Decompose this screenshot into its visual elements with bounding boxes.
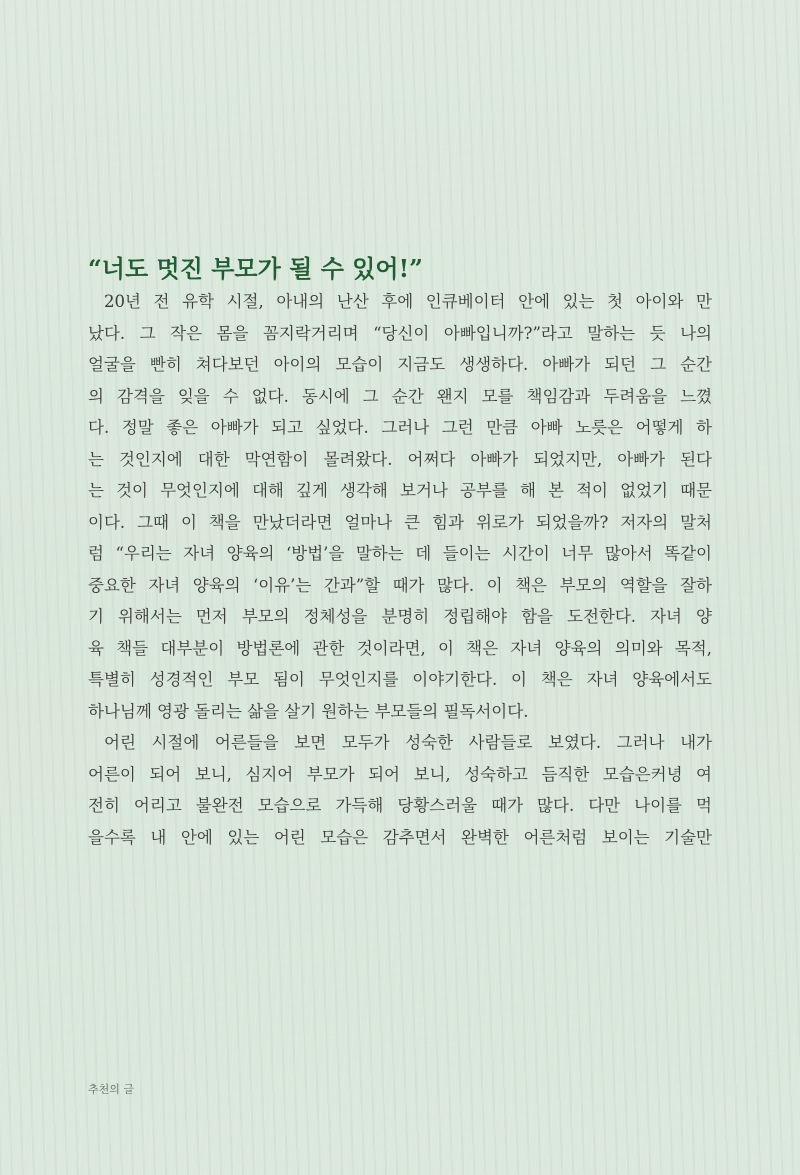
- text-line: 특별히 성경적인 부모 됨이 무엇인지를 이야기한다. 이 책은 자녀 양육에서도: [88, 670, 712, 689]
- text-line: 어린 시절에 어른들을 보면 모두가 성숙한 사람들로 보였다. 그러나 내가: [104, 733, 712, 752]
- text-line: 하나님께 영광 돌리는 삶을 살기 원하는 부모들의 필독서이다.: [88, 701, 529, 721]
- text-line: 다. 정말 좋은 아빠가 되고 싶었다. 그러나 그런 만큼 아빠 노릇은 어떻게 하: [88, 418, 712, 437]
- text-line: 는 것인지에 대한 막연함이 몰려왔다. 어쩌다 아빠가 되었지만, 아빠가 된다: [88, 449, 712, 469]
- text-line: 의 감격을 잊을 수 없다. 동시에 그 순간 왠지 모를 책임감과 두려움을 느꼈: [88, 386, 712, 406]
- paragraph: [88, 286, 712, 727]
- text-line: 기 위해서는 먼저 부모의 정체성을 분명히 정립해야 함을 도전한다. 자녀 양: [88, 607, 712, 626]
- text-line: 났다. 그 작은 몸을 꼼지락거리며 “당신이 아빠입니까?”라고 말하는 듯 나의: [88, 323, 712, 343]
- text-line: 는 것이 무엇인지에 대해 깊게 생각해 보거나 공부를 해 본 적이 없었기 때문: [88, 481, 712, 500]
- running-footer: 추천의 글: [88, 1083, 135, 1096]
- text-line: 어른이 되어 보니, 심지어 부모가 되어 보니, 성숙하고 듬직한 모습은커녕 여: [88, 764, 712, 784]
- section-heading: “너도 멋진 부모가 될 수 있어!”: [88, 254, 423, 283]
- text-line: 중요한 자녀 양육의 ‘이유’는 간과”할 때가 많다. 이 책은 부모의 역할을 잘하: [88, 575, 712, 595]
- body-text: [88, 286, 712, 853]
- text-line: 럼 “우리는 자녀 양육의 ‘방법’을 말하는 데 들이는 시간이 너무 많아서 똑같이: [88, 544, 712, 563]
- paragraph: [88, 727, 712, 853]
- text-line: 육 책들 대부분이 방법론에 관한 것이라면, 이 책은 자녀 양육의 의미와 목적,: [88, 638, 712, 658]
- text-line: 전히 어리고 불완전 모습으로 가득해 당황스러울 때가 많다. 다만 나이를 먹: [88, 796, 712, 815]
- text-line: 을수록 내 안에 있는 어린 모습은 감추면서 완벽한 어른처럼 보이는 기술만: [88, 827, 712, 847]
- text-line: 얼굴을 빤히 쳐다보던 아이의 모습이 지금도 생생하다. 아빠가 되던 그 순간: [88, 355, 712, 374]
- text-line: 이다. 그때 이 책을 만났더라면 얼마나 큰 힘과 위로가 되었을까? 저자의 말처: [88, 512, 712, 532]
- text-line: 20년 전 유학 시절, 아내의 난산 후에 인큐베이터 안에 있는 첫 아이와 만: [104, 292, 712, 311]
